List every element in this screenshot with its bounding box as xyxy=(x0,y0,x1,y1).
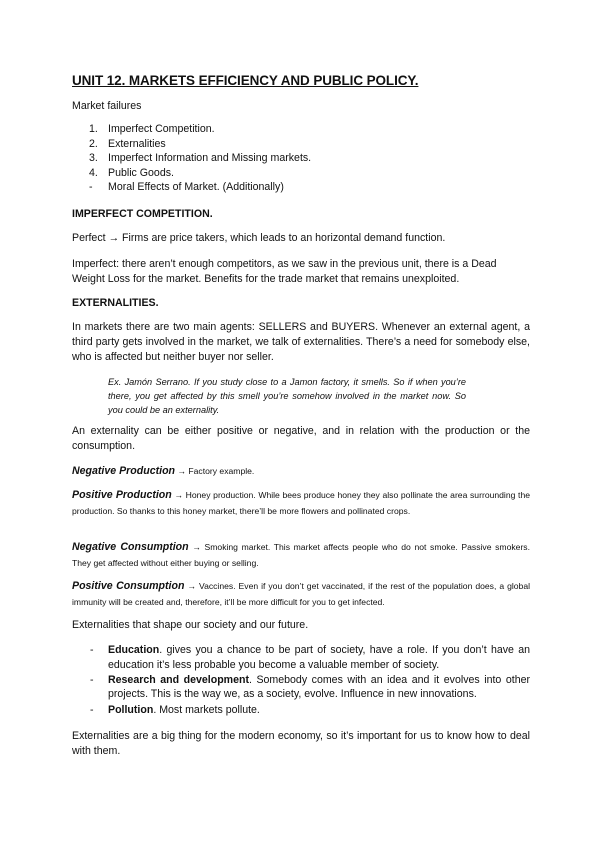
imperfect-paragraph: Imperfect: there aren’t enough competitors, as we saw in the previous unit, there is a Dead Weight Loss for the market. Benefits for the trade market that remains unexploited. xyxy=(72,258,497,285)
section-heading-externalities: EXTERNALITIES. xyxy=(72,297,159,309)
shape-society-heading: Externalities that shape our society and our future. xyxy=(72,619,309,631)
list-item: 3. Imperfect Information and Missing markets. xyxy=(89,152,312,165)
example-negative-consumption: Negative Consumption → Smoking market. This market affects people who do not smoke. Passive smokers. They get affected without either buying or selling. xyxy=(72,541,530,568)
page-title: UNIT 12. MARKETS EFFICIENCY AND PUBLIC POLICY. xyxy=(72,73,419,88)
externalities-shape-list xyxy=(72,643,530,718)
example-positive-consumption: Positive Consumption → Vaccines. Even if you don’t get vaccinated, if the rest of the population does, a global immunity will be created and, therefore, it’ll be more difficult for you to get infected. xyxy=(72,580,531,607)
list-item: 4. Public Goods. xyxy=(89,166,174,179)
conclusion-paragraph: Externalities are a big thing for the modern economy, so it’s important for us to know how to deal with them. xyxy=(72,730,530,757)
jamon-example-quote: Ex. Jamón Serrano. If you study close to a Jamon factory, it smells. So if when you’re there, you get affected by this smell you’re somehow involved in the market now. So you could be an externality. xyxy=(108,377,466,415)
externality-types-paragraph: An externality can be either positive or negative, and in relation with the production or the consumption. xyxy=(72,425,530,452)
example-positive-production: Positive Production → Honey production. While bees produce honey they also pollinate the area surrounding the production. So thanks to this honey market, there’ll be more flowers and pollinated crops. xyxy=(72,489,531,516)
market-failures-list xyxy=(72,122,311,195)
list-item: 1. Imperfect Competition. xyxy=(89,123,215,135)
perfect-paragraph: Perfect → Firms are price takers, which leads to an horizontal demand function. xyxy=(72,232,446,244)
list-item: 2. Externalities xyxy=(89,137,166,150)
list-item: - Pollution. Most markets pollute. xyxy=(90,703,260,716)
list-item: - Education. gives you a chance to be part of society, have a role. If you don’t have an education it’s less probable you become a valuable member of society. xyxy=(90,644,530,671)
list-item: - Research and development. Somebody comes with an idea and it evolves into other projects. This is the way we, as a society, evolve. Influence in new innovations. xyxy=(90,673,531,701)
externalities-intro: In markets there are two main agents: SELLERS and BUYERS. Whenever an external agent, a third party gets involved in the market, we talk of externalities. There’s a need for somebody else, who is affected but neither buyer nor seller. xyxy=(72,321,530,363)
market-failures-heading: Market failures xyxy=(72,100,142,112)
example-negative-production: Negative Production → Factory example. xyxy=(72,465,255,477)
list-item: - Moral Effects of Market. (Additionally) xyxy=(89,181,284,194)
section-heading-imperfect-competition: IMPERFECT COMPETITION. xyxy=(72,208,213,220)
